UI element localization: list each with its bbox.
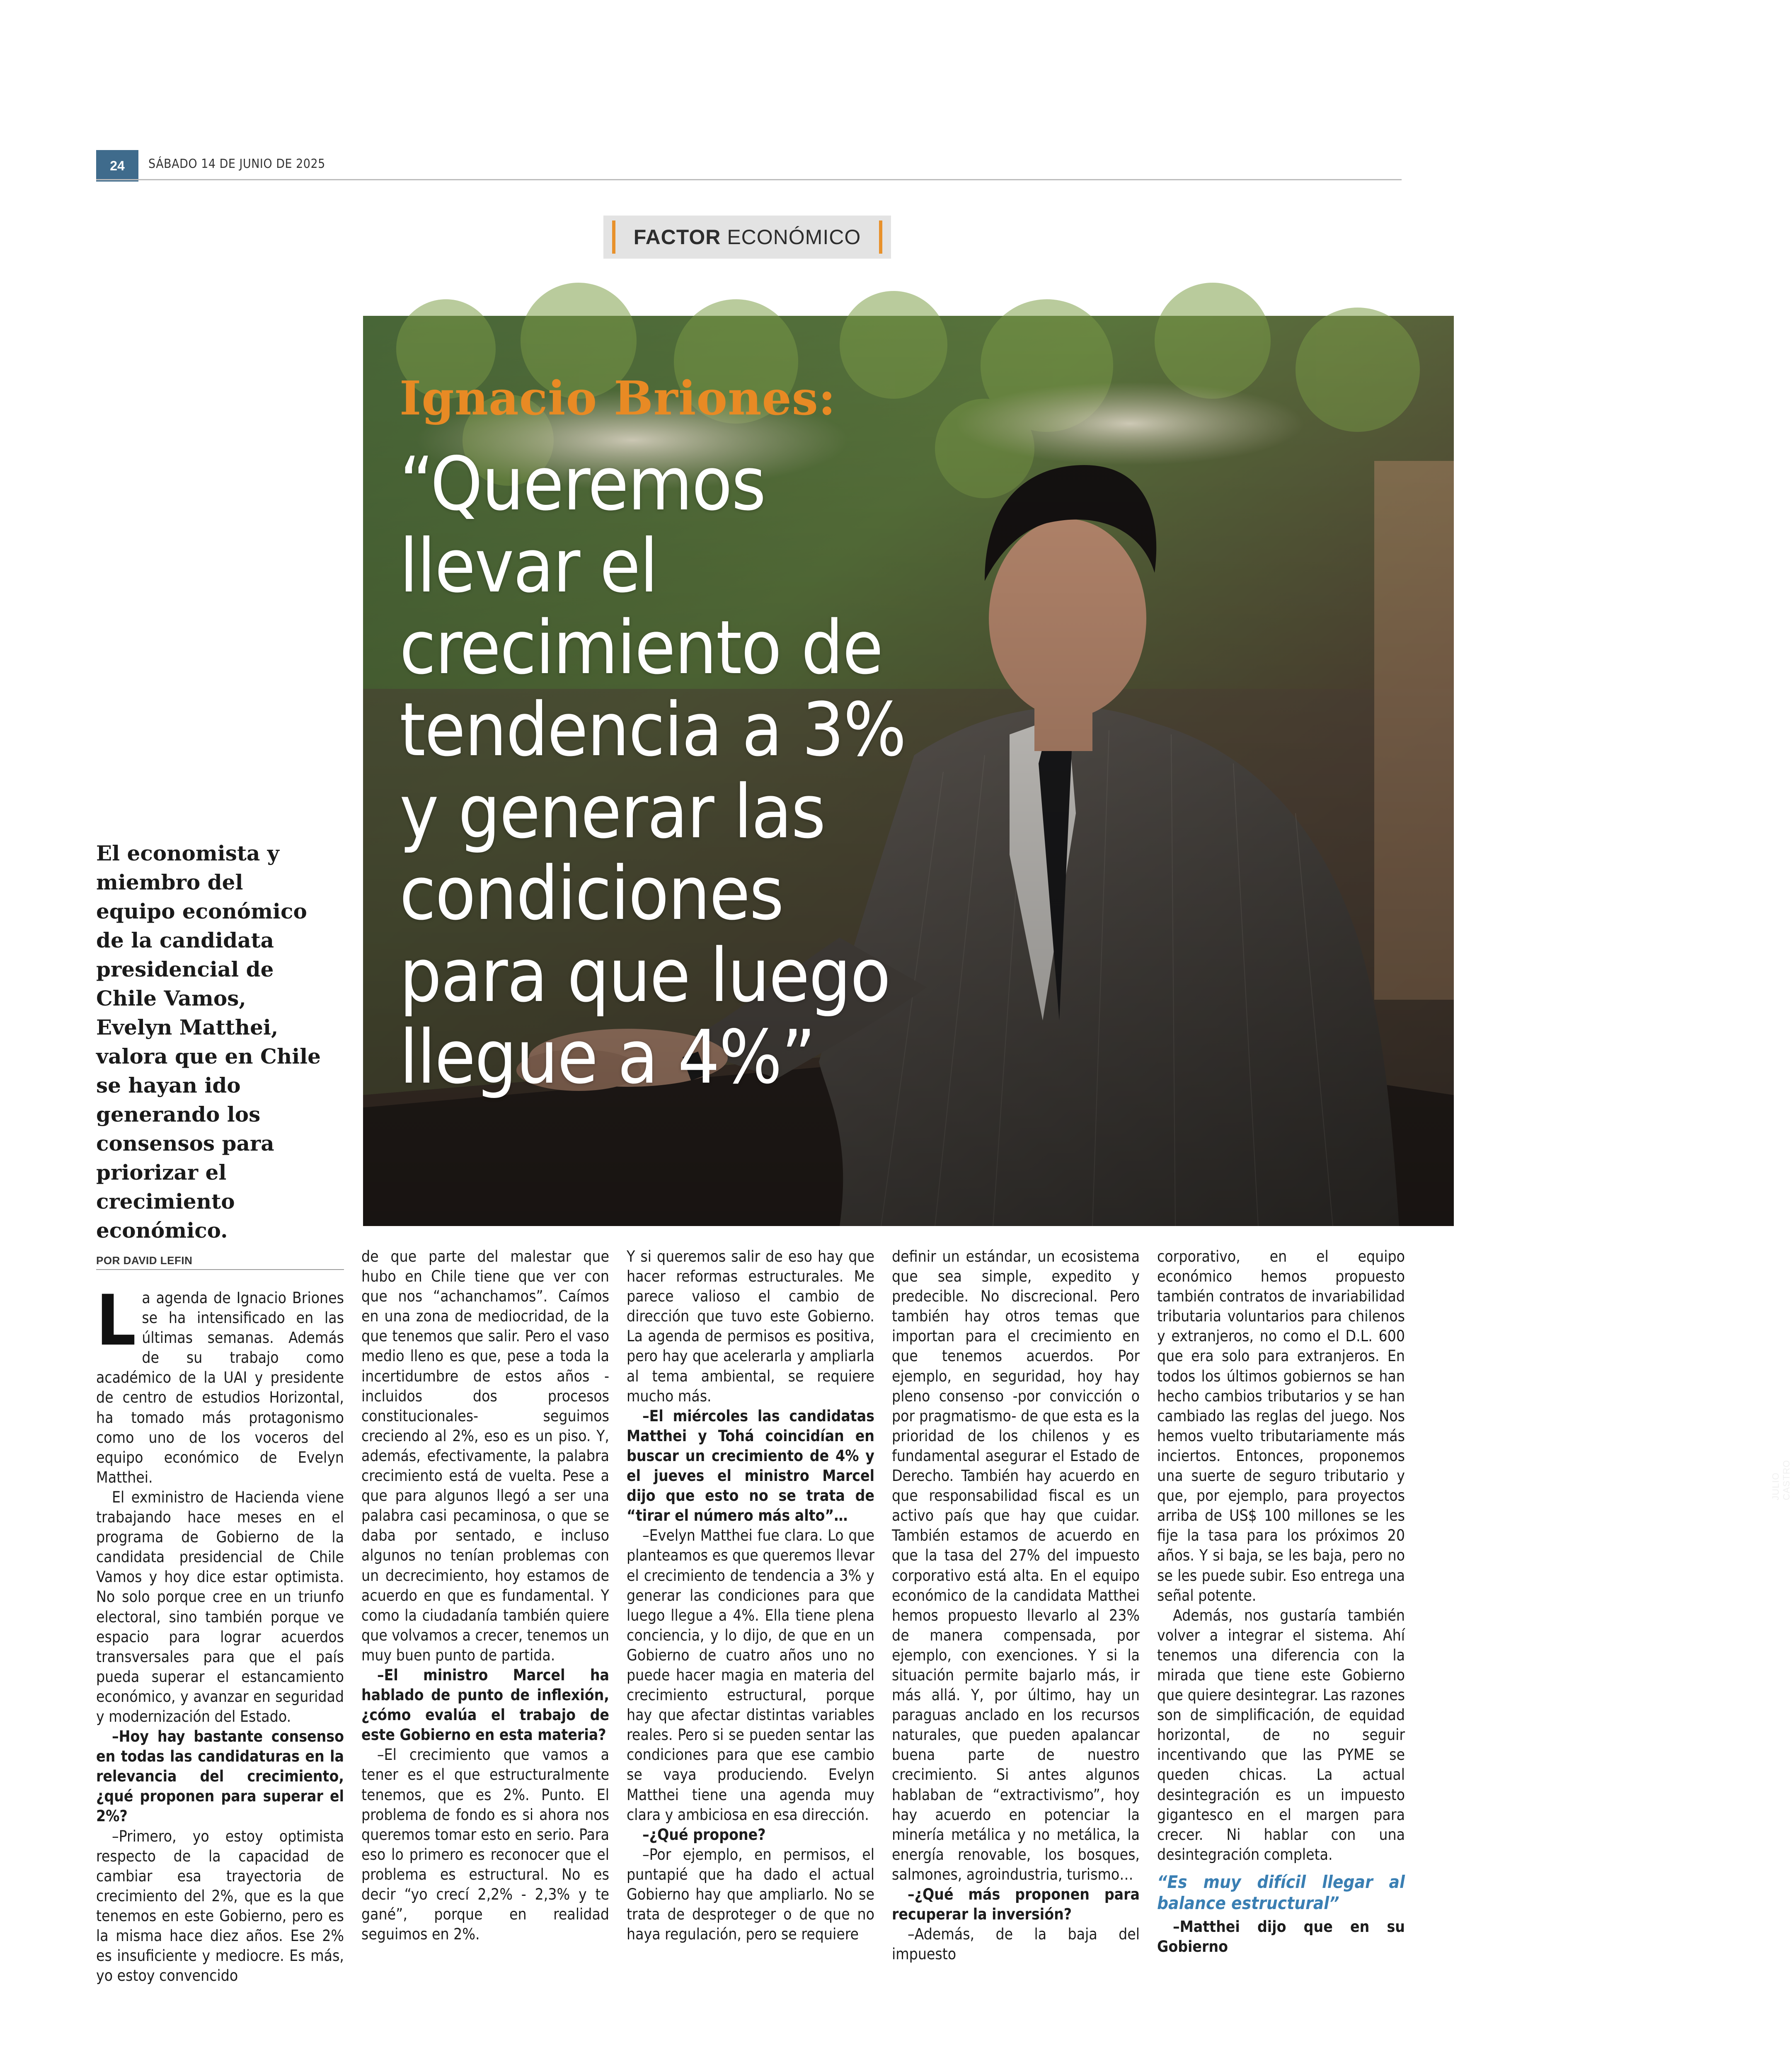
article-column-5 [1157,1247,1405,1957]
header-rule [96,179,1402,180]
paragraph: corporativo, en el equipo económico hemos propuesto también contratos de invariabilidad tributaria voluntarios para chilenos y extranjeros, no como el D.L. 600 que era solo para extranjeros. En todos los últimos gobiernos se han hecho cambios tributarios y se han cambiado las reglas del juego. Nos hemos vuelto tributariamente más inciertos. Entonces, proponemos una suerte de seguro tributario y que, por ejemplo, para proyectos arriba de US$ 100 millones se les fije la tasa para los próximos 20 años. Y si baja, se les baja, pero no se les puede subir. Eso entrega una señal potente. [1157,1248,1405,1604]
section-tag-rest: ECONÓMICO [721,225,861,249]
article-column-1 [96,1280,344,1986]
byline: POR DAVID LEFIN [96,1254,193,1267]
article-column-4 [892,1247,1140,1964]
kicker-name: Ignacio Briones: [400,371,836,426]
paragraph: –Por ejemplo, en permisos, el puntapié que ha dado el actual Gobierno hay que ampliarlo. No se trata de desproteger o de que no haya regulación, pero se requiere [627,1845,874,1944]
paragraph-text: a agenda de Ignacio Briones se ha intensificado en las últimas semanas. Además de su trabajo como académico de la UAI y presidente de centro de estudios Horizontal, ha tomado más protagonismo como uno de los voceros del equipo económico de Evelyn Matthei. [96,1289,344,1486]
section-tag [603,216,891,259]
headline-quote: “Queremos llevar el crecimiento de tendencia a 3% y generar las condiciones para que luego llegue a 4%” [400,441,906,1100]
section-tag-right-bar [879,221,882,254]
paragraph: Además, nos gustaría también volver a integrar el sistema. Ahí tenemos una diferencia con la mirada que tiene este Gobierno que quiere desintegrar. Las razones son de simplificación, de equidad horizontal, de no seguir incentivando que las PYME se queden chicas. La actual desintegración es un impuesto gigantesco en el margen para crecer. Ni hablar con una desintegración completa. [1157,1606,1405,1864]
drop-cap: L [96,1280,136,1361]
paragraph: Y si queremos salir de eso hay que hacer reformas estructurales. Me parece valioso el cambio de dirección que tuvo este Gobierno. La agenda de permisos es positiva, pero hay que acelerarla y ampliarla al tema ambiental, se requiere mucho más. [627,1248,874,1405]
section-tag-left-bar [612,221,615,254]
photo-credit: JULIO CASTRO [1770,1459,1792,1500]
interview-question: –¿Qué más proponen para recuperar la inversión? [892,1885,1140,1924]
paragraph [96,1280,344,1488]
paragraph: –Primero, yo estoy optimista respecto de la capacidad de cambiar esa trayectoria de crecimiento del 2%, que es la que tenemos en este Gobierno, pero es la misma hace diez años. Ese 2% es insuficiente y mediocre. Es más, yo estoy convencido [96,1827,344,1985]
paragraph: definir un estándar, un ecosistema que sea simple, expedito y predecible. No discrecional. Pero también hay otros temas que importan para el crecimiento en que tenemos acuerdos. Por ejemplo, en seguridad, hoy hay pleno consenso -por convicción o por pragmatismo- de que esta es la prioridad de los chilenos y es fundamental asegurar el Estado de Derecho. También hay acuerdo en que responsabilidad fiscal es un activo país que hay que cuidar. También estamos de acuerdo en que la tasa del 27% del impuesto corporativo está alta. En el equipo económico de la candidata Matthei hemos propuesto llevarlo al 23% de manera compensada, por ejemplo, con exenciones. Y si la situación permite bajarlo más, ir más allá. Y, por último, hay un paraguas anclado en los recursos naturales, que pueden apalancar buena parte de nuestro crecimiento. Si antes algunos hablaban de “extractivismo”, hoy hay acuerdo en potenciar la minería metálica y no metálica, la energía renovable, los bosques, salmones, agroindustria, turismo… [892,1248,1140,1883]
article-column-2 [361,1247,609,1944]
page-number: 24 [96,150,138,182]
paragraph: –Además, de la baja del impuesto [892,1925,1140,1963]
section-tag-bold: FACTOR [633,225,721,249]
byline-rule [96,1269,344,1270]
paragraph: –Evelyn Matthei fue clara. Lo que planteamos es que queremos llevar el crecimiento de tendencia a 3% y generar las condiciones para que luego llegue a 4%. Ella tiene plena conciencia, y lo dijo, de que en un Gobierno de cuatro años uno no puede hacer magia en materia del crecimiento estructural, porque hay que afectar distintas variables reales. Pero si se pueden sentar las condiciones para que ese cambio se vaya produciendo. Evelyn Matthei tiene una agenda muy clara y ambiciosa en esa dirección. [627,1527,874,1824]
interview-question: –Matthei dijo que en su Gobierno [1157,1918,1405,1956]
section-tag-label [634,225,861,249]
article-column-3 [627,1247,874,1944]
interview-question: –El ministro Marcel ha hablado de punto de inflexión, ¿cómo evalúa el trabajo de este Gobierno en esta materia? [361,1666,609,1744]
subheading: “Es muy difícil llegar al balance estructural” [1157,1871,1405,1914]
interview-question: –¿Qué propone? [642,1825,766,1844]
paragraph: El exministro de Hacienda viene trabajando hace meses en el programa de Gobierno de la candidata presidencial de Chile Vamos y hoy dice estar optimista. No solo porque cree en un triunfo electoral, sino también porque ve espacio para lograr acuerdos transversales para que el país pueda superar el estancamiento económico, y avanzar en seguridad y modernización del Estado. [96,1488,344,1725]
paragraph: de que parte del malestar que hubo en Chile tiene que ver con que nos “achanchamos”. Caímos en una zona de mediocridad, de la que tenemos que salir. Pero el vaso medio lleno es que, pese a toda la incertidumbre de estos años -incluidos dos procesos constitucionales- seguimos creciendo al 2%, eso es un piso. Y, además, efectivamente, la palabra crecimiento está de vuelta. Pese a que para algunos llegó a ser una palabra casi pecaminosa, o que se daba por sentado, e incluso algunos no tenían problemas con un decrecimiento, hoy estamos de acuerdo en que es fundamental. Y como la ciudadanía también quiere que volvamos a crecer, tenemos un muy buen punto de partida. [361,1248,609,1664]
issue-date: SÁBADO 14 DE JUNIO DE 2025 [148,157,325,171]
article-dek: El economista y miembro del equipo económico de la candidata presidencial de Chile Vamos, Evelyn Matthei, valora que en Chile se hayan ido generando los consensos para priorizar el crecimiento económico. [96,841,321,1243]
interview-question: –Hoy hay bastante consenso en todas las candidaturas en la relevancia del crecimiento, ¿qué proponen para superar el 2%? [96,1728,344,1825]
headline-block [400,373,938,1098]
paragraph: –El crecimiento que vamos a tener es el que estructuralmente tenemos, que es 2%. Punto. El problema de fondo es si ahora nos queremos tomar esto en serio. Para eso lo primero es reconocer que el problema es estructural. No es decir “yo crecí 2,2% - 2,3% y te gané”, porque en realidad seguimos en 2%. [361,1746,609,1944]
interview-question: –El miércoles las candidatas Matthei y Tohá coincidían en buscar un crecimiento de 4% y el jueves el ministro Marcel dijo que esto no se trata de “tirar el número más alto”… [627,1407,874,1525]
